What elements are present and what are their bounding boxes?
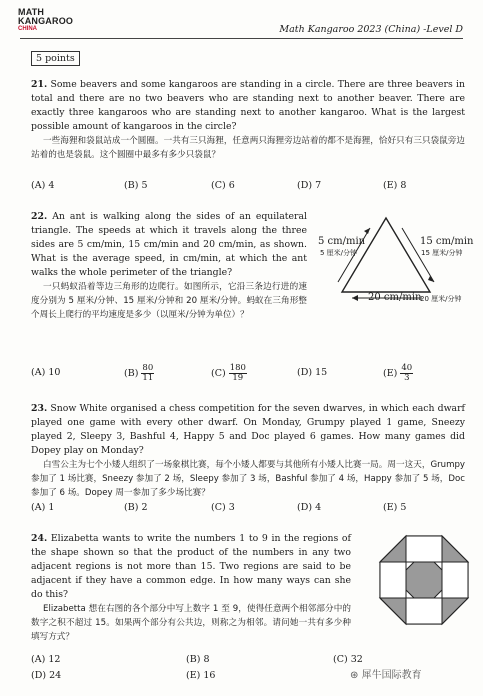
question-23 — [31, 402, 465, 500]
option-d[interactable]: (D) 7 — [297, 180, 322, 191]
side-region-left — [380, 562, 406, 598]
option-d[interactable]: (D) 4 — [297, 502, 322, 513]
page-header-title: Math Kangaroo 2023 (China) -Level D — [279, 24, 463, 35]
option-a[interactable]: (A) 4 — [31, 180, 55, 191]
side-region-right — [442, 562, 468, 598]
question-number: 23. — [31, 403, 48, 414]
left-arrow-head — [364, 228, 370, 234]
question-text: Some beavers and some kangaroos are standing in a circle. There are three beavers in total and there are no two beavers who are standing next to another beaver. There are exactly three kangaroos who are standing next to another kangaroo. What is the largest possible amount of kangaroos in the circle? — [31, 79, 465, 132]
question-text-zh: 白雪公主为七个小矮人组织了一场象棋比赛，每个小矮人都要与其他所有小矮人比赛一局。周一这天，Grumpy 参加了 1 场比赛，Sneezy 参加了 2 场，Sleepy 参加了 3 场，Bashful 参加了 4 场，Happy 参加了 5 场，Doc 参加了 6 场。Dopey 周一参加了多少场比赛？ — [31, 460, 465, 498]
corner-region-top-left — [380, 536, 406, 562]
question-text-zh: 一些海狸和袋鼠站成一个圆圈。一共有三只海狸，任意两只海狸旁边站着的都不是海狸，恰好只有三只袋鼠旁边站着的也是袋鼠。这个圆圈中最多有多少只袋鼠？ — [31, 136, 465, 160]
option-d[interactable]: (D) 24 — [31, 670, 62, 681]
option-e[interactable]: (E) 5 — [383, 502, 407, 513]
option-c[interactable]: (C) 6 — [211, 180, 235, 191]
option-c[interactable]: (C) $\frac{180}{19}$ — [211, 363, 246, 383]
question-text: Elizabetta wants to write the numbers 1 to 9 in the regions of the shape shown so that the product of the numbers in any two adjacent regions is not more than 15. Two regions are said to be adjacent if they have a common edge. In how many ways can she do this? — [31, 533, 351, 600]
question-21 — [31, 78, 465, 162]
wechat-icon: ⊛ — [350, 670, 359, 681]
option-a[interactable]: (A) 1 — [31, 502, 55, 513]
question-text-zh: 一只蚂蚁沿着等边三角形的边爬行。如图所示，它沿三条边行进的速度分别为 5 厘米/分钟、15 厘米/分钟和 20 厘米/分钟。蚂蚁在三角形整个周长上爬行的平均速度是多少（以厘米/分钟为单位）？ — [31, 282, 307, 320]
question-text-zh: Elizabetta 想在右图的各个部分中写上数字 1 至 9，使得任意两个相邻部分中的数字之积不超过 15。如果两个部分有公共边，则称之为相邻。请问她一共有多少种填写方式？ — [31, 604, 351, 642]
right-speed-label: 15 cm/min — [420, 236, 474, 247]
option-b[interactable]: (B) $\frac{80}{11}$ — [124, 363, 154, 383]
option-a[interactable]: (A) 12 — [31, 654, 61, 665]
question-number: 24. — [31, 533, 48, 544]
option-a[interactable]: (A) 10 — [31, 367, 61, 378]
corner-region-bottom-right — [442, 598, 468, 624]
option-e[interactable]: (E) 8 — [383, 180, 407, 191]
option-d[interactable]: (D) 15 — [297, 367, 328, 378]
option-e[interactable]: (E) 16 — [186, 670, 216, 681]
left-speed-label-zh: 5 厘米/分钟 — [320, 249, 358, 257]
right-speed-label-zh: 15 厘米/分钟 — [421, 249, 463, 257]
option-e[interactable]: (E) $\frac{40}{3}$ — [383, 363, 413, 383]
bottom-speed-label: 20 cm/min — [368, 292, 422, 303]
option-b[interactable]: (B) 2 — [124, 502, 148, 513]
option-b[interactable]: (B) 8 — [186, 654, 210, 665]
bottom-arrow-head — [352, 295, 358, 301]
logo-line-1: MATH — [18, 7, 45, 17]
question-number: 21. — [31, 79, 48, 90]
question-text: An ant is walking along the sides of an equilateral triangle. The speeds at which it travels along the three sides are 5 cm/min, 15 cm/min and 20 cm/min, as shown. What is the average speed, in cm/min, at which the ant walks the whole perimeter of the triangle? — [31, 211, 307, 278]
octagon-figure — [378, 534, 470, 626]
corner-region-top-right — [442, 536, 468, 562]
question-22 — [31, 210, 307, 322]
option-c[interactable]: (C) 3 — [211, 502, 235, 513]
question-24 — [31, 532, 351, 644]
watermark — [350, 666, 422, 681]
question-number: 22. — [31, 211, 48, 222]
header-divider — [20, 38, 463, 39]
bottom-speed-label-zh: 20 厘米/分钟 — [420, 295, 462, 303]
logo-line-3: CHINA — [18, 26, 37, 32]
option-c[interactable]: (C) 32 — [333, 654, 363, 665]
points-section-label: 5 points — [31, 51, 80, 66]
option-b[interactable]: (B) 5 — [124, 180, 148, 191]
left-speed-label: 5 cm/min — [318, 236, 366, 247]
question-text: Snow White organised a chess competition for the seven dwarves, in which each dwarf played one game with every other dwarf. On Monday, Grumpy played 1 game, Sneezy played 2, Sleepy 3, Bashful 4, Happy 5 and Doc played 6 games. How many games did Dopey play on Monday? — [31, 403, 465, 456]
side-region-bottom — [406, 598, 442, 624]
center-region — [406, 562, 442, 598]
logo-line-2: KANGAROO — [18, 16, 74, 26]
watermark-text: 犀牛国际教育 — [361, 670, 422, 681]
corner-region-bottom-left — [380, 598, 406, 624]
side-region-top — [406, 536, 442, 562]
